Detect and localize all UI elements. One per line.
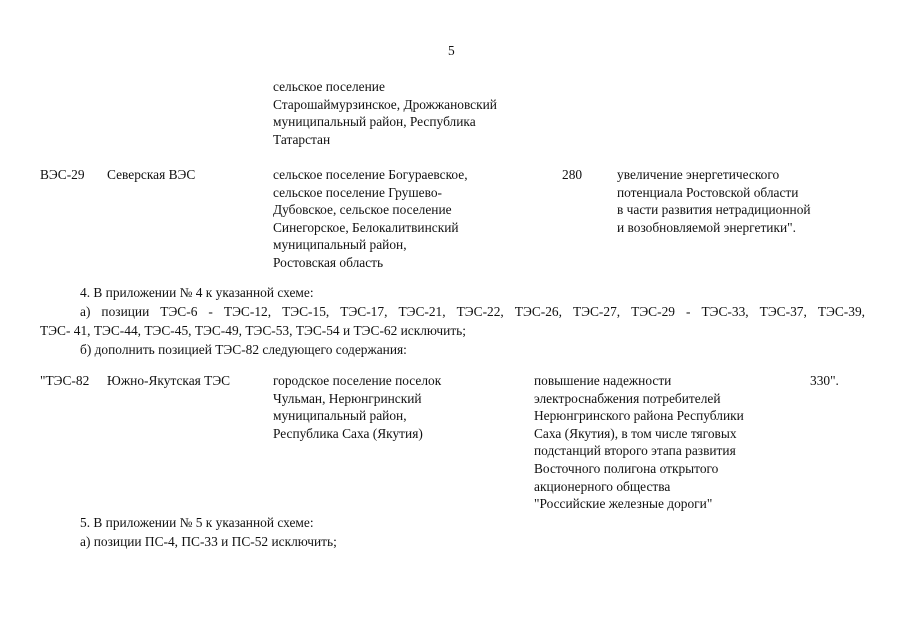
text-line: Ростовская область	[273, 254, 384, 270]
text-line: потенциала Ростовской области	[617, 184, 799, 200]
text-line: Татарстан	[273, 131, 331, 147]
ves29-name: Северская ВЭС	[107, 167, 196, 182]
tes82-location-cell	[273, 372, 441, 442]
continuation-location-cell	[273, 78, 497, 148]
item5-a: а) позиции ПС-4, ПС-33 и ПС-52 исключить;	[80, 534, 337, 549]
text-line: "Российские железные дороги"	[534, 496, 713, 512]
ves29-capacity: 280	[562, 167, 583, 182]
text-line: Саха (Якутия), в том числе тяговых	[534, 425, 737, 441]
ves29-purpose-cell	[617, 166, 811, 236]
text-line: Синегорское, Белокалитвинский	[273, 219, 459, 235]
text-line: в части развития нетрадиционной	[617, 202, 811, 218]
text-line: акционерного общества	[534, 478, 671, 494]
text-line: сельское поселение	[273, 79, 385, 94]
text-line: и возобновляемой энергетики".	[617, 219, 796, 235]
text-line: Дубовское, сельское поселение	[273, 202, 452, 218]
tes82-name: Южно-Якутская ТЭС	[107, 373, 231, 388]
text-line: подстанций второго этапа развития	[534, 443, 736, 459]
text-line: электроснабжения потребителей	[534, 390, 721, 406]
text-line: повышение надежности	[534, 373, 672, 388]
tes82-purpose-cell	[534, 372, 744, 513]
ves29-code: ВЭС-29	[40, 167, 85, 182]
text-line: Чульман, Нерюнгринский	[273, 390, 422, 406]
text-line: сельское поселение Грушево-	[273, 184, 443, 200]
item5-heading: 5. В приложении № 5 к указанной схеме:	[80, 515, 314, 530]
text-line: Старошаймурзинское, Дрожжановский	[273, 96, 497, 112]
tes82-capacity: 330".	[810, 373, 839, 388]
text-line: муниципальный район,	[273, 237, 407, 253]
text-line: сельское поселение Богураевское,	[273, 167, 468, 182]
item4-a-line2: ТЭС- 41, ТЭС-44, ТЭС-45, ТЭС-49, ТЭС-53, ТЭС-54 и ТЭС-62 исключить;	[40, 323, 467, 338]
item4-heading: 4. В приложении № 4 к указанной схеме:	[80, 285, 314, 300]
page-number: 5	[448, 43, 455, 58]
text-line: городское поселение поселок	[273, 373, 442, 388]
ves29-location-cell	[273, 166, 468, 272]
text-line: увеличение энергетического	[617, 167, 780, 182]
item4-a-line1: а) позиции ТЭС-6 - ТЭС-12, ТЭС-15, ТЭС-17, ТЭС-21, ТЭС-22, ТЭС-26, ТЭС-27, ТЭС-29 - ТЭС-33, ТЭС-37, ТЭС-39,	[80, 304, 865, 319]
item4-b: б) дополнить позицией ТЭС-82 следующего содержания:	[80, 342, 407, 357]
text-line: муниципальный район, Республика	[273, 114, 476, 130]
tes82-code: "ТЭС-82	[40, 373, 90, 388]
text-line: Республика Саха (Якутия)	[273, 425, 423, 441]
item4-a-paragraph	[40, 302, 865, 340]
text-line: Нерюнгринского района Республики	[534, 408, 744, 424]
text-line: Восточного полигона открытого	[534, 460, 719, 476]
text-line: муниципальный район,	[273, 408, 407, 424]
